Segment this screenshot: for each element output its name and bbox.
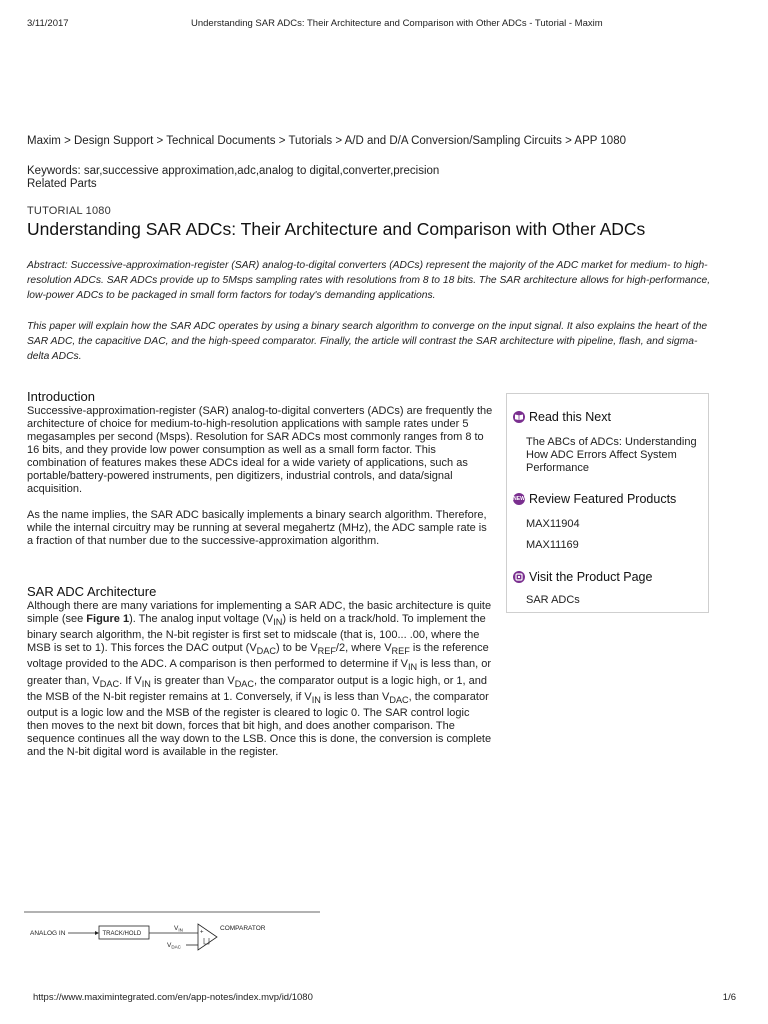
breadcrumb-item-technical-documents[interactable]: Technical Documents <box>166 135 276 147</box>
new-badge-icon: NEW <box>513 493 525 505</box>
featured-products-heading: NEW Review Featured Products <box>513 492 677 506</box>
breadcrumb-item-tutorials[interactable]: Tutorials <box>288 135 333 147</box>
read-next-heading: Read this Next <box>513 410 611 424</box>
keywords-block <box>27 165 439 191</box>
footer-url: https://www.maximintegrated.com/en/app-notes/index.mvp/id/1080 <box>33 992 313 1003</box>
product-page-icon <box>513 571 525 583</box>
architecture-paragraph: Although there are many variations for implementing a SAR ADC, the basic architecture is quite simple (see Figure 1). The analog input voltage $(V_{IN})$ is held on a track/hold. To implement the binary search algorithm, the N-bit register is first set to midscale (that is, 100... .00, where the MSB is set to 1). This forces the DAC output $(V_{DAC})$ to be $V_{REF}/2$, where $V_{REF}$ is the reference voltage provided to the ADC. A comparison is then performed to determine if $V_{IN}$ is less than, or greater than, $V_{DAC}$. If $V_{IN}$ is greater than $V_{DAC}$, the comparator output is a logic high, or 1, and the MSB of the N-bit register remains at 1. Conversely, if $V_{IN}$ is less than $V_{DAC}$, the comparator output is a logic low and the MSB of the register is cleared to logic 0. The SAR control logic then moves to the next bit down, forces that bit high, and does another comparison. The sequence continues all the way down to the LSB. Once this is done, the conversion is complete and the N-bit digital word is available in the register. <box>27 600 492 758</box>
related-parts-link[interactable]: Related Parts <box>27 178 97 190</box>
architecture-heading: SAR ADC Architecture <box>27 584 157 599</box>
related-sidebar <box>506 393 709 613</box>
diagram-arrow <box>95 931 99 935</box>
abstract: Abstract: Successive-approximation-register (SAR) analog-to-digital converters (ADCs) represent the majority of the ADC market for medium- to high-resolution ADCs. SAR ADCs provide up to 5Msps sampling rates with resolutions from 8 to 18 bits. The SAR architecture allows for high-performance, low-power ADCs to be packaged in small form factors for today's demanding applications. <box>27 260 711 302</box>
breadcrumb-item-app-1080: APP 1080 <box>574 135 626 147</box>
read-next-link[interactable]: The ABCs of ADCs: Understanding How ADC Errors Affect System Performance <box>526 436 697 474</box>
product-link-max11904[interactable]: MAX11904 <box>526 518 580 530</box>
figure-1-link[interactable]: Figure 1 <box>86 613 130 625</box>
diagram-vin-label: $V_{IN}$ <box>174 925 183 933</box>
diagram-track-hold-label: TRACK/HOLD <box>102 931 142 937</box>
summary: This paper will explain how the SAR ADC operates by using a binary search algorithm to converge on the input signal. It also explains the heart of the SAR ADC, the capacitive DAC, and the high-speed comparator. Finally, the article will contrast the SAR architecture with pipeline, flash, and sigma-delta ADCs. <box>27 321 708 363</box>
diagram-comparator-label: COMPARATOR <box>220 925 266 932</box>
diagram-analog-in-label: ANALOG IN <box>30 930 66 937</box>
product-page-link[interactable]: SAR ADCs <box>526 594 580 606</box>
footer-page-number: 1/6 <box>722 992 736 1003</box>
diagram-comparator-symbol <box>198 924 217 950</box>
tutorial-label: TUTORIAL 1080 <box>27 205 111 217</box>
print-date: 3/11/2017 <box>27 18 69 29</box>
breadcrumb <box>27 135 626 147</box>
breadcrumb-separator: > <box>335 135 343 147</box>
breadcrumb-separator: > <box>156 135 164 147</box>
intro-heading: Introduction <box>27 389 95 404</box>
book-icon <box>513 411 525 423</box>
intro-paragraph-2: As the name implies, the SAR ADC basically implements a binary search algorithm. Therefore, while the internal circuitry may be running at several megahertz (MHz), the ADC sample rate is a fraction of that number due to the successive-approximation algorithm. <box>27 509 487 547</box>
keywords: Keywords: sar,successive approximation,adc,analog to digital,converter,precision <box>27 165 440 177</box>
print-page-title: Understanding SAR ADCs: Their Architecture and Comparison with Other ADCs - Tutorial - Maxim <box>191 18 603 29</box>
breadcrumb-item-design-support[interactable]: Design Support <box>74 135 154 147</box>
breadcrumb-item-maxim[interactable]: Maxim <box>27 135 61 147</box>
breadcrumb-separator: > <box>278 135 286 147</box>
sar-adc-block-diagram <box>24 910 320 952</box>
diagram-vdac-label: $V_{DAC}$ <box>167 942 181 950</box>
product-link-max11169[interactable]: MAX11169 <box>526 539 579 551</box>
product-page-heading: Visit the Product Page <box>513 570 652 584</box>
intro-paragraph-1: Successive-approximation-register (SAR) analog-to-digital converters (ADCs) are frequently the architecture of choice for medium-to-high-resolution applications with sample rates under 5 megasamples per second (Msps). Resolution for SAR ADCs most commonly ranges from 8 to 16 bits, and they provide low power consumption as well as a small form factor. This combination of features makes these ADCs ideal for a wide variety of applications, such as portable/battery-powered instruments, pen digitizers, industrial controls, and data/signal acquisition. <box>27 405 493 495</box>
article-title: Understanding SAR ADCs: Their Architecture and Comparison with Other ADCs <box>27 219 646 239</box>
breadcrumb-item-conversion[interactable]: A/D and D/A Conversion/Sampling Circuits <box>344 135 562 147</box>
diagram-plus-sign: + <box>200 929 204 936</box>
breadcrumb-separator: > <box>64 135 71 147</box>
breadcrumb-separator: > <box>565 135 572 147</box>
